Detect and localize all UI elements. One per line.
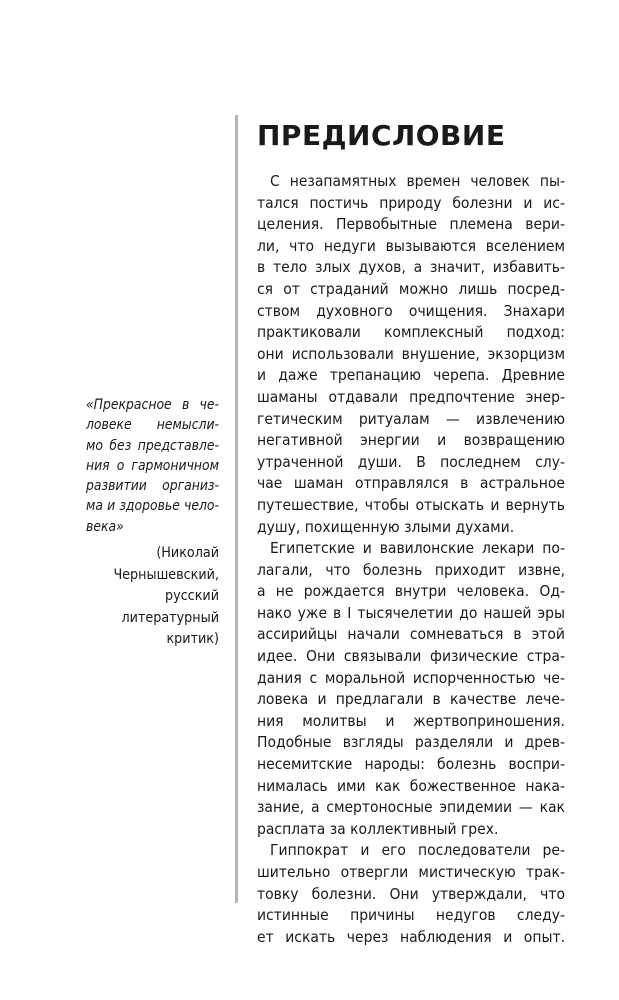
text-line: С незапамятных времен человек пы-: [270, 172, 565, 190]
epigraph-quote: [86, 395, 219, 537]
text-line: они использовали внушение, экзорцизм: [257, 344, 565, 363]
text-line: негативной энергии и возвращению: [257, 431, 565, 450]
quote-line: развитии организ-: [86, 478, 219, 495]
text-line: Подобные взгляды разделяли и древ-: [257, 733, 565, 752]
text-line: ассирийцы начали сомневаться в этой: [257, 625, 565, 644]
quote-line: века»: [86, 518, 124, 535]
text-line: и даже трепанацию черепа. Древние: [257, 366, 565, 385]
quote-line: мо без представле-: [86, 437, 219, 454]
text-line: утраченной души. В последнем слу-: [257, 452, 565, 471]
attribution-line: критик): [166, 631, 219, 648]
text-line: целения. Первобытные племена вери-: [257, 215, 565, 234]
text-line: ловека и предлагали в качестве лече-: [257, 690, 565, 709]
attribution-line: литературный: [121, 609, 219, 626]
text-line: товку болезни. Они утверждали, что: [257, 884, 565, 903]
paragraph: [257, 538, 565, 840]
text-line: зание, а смертоносные эпидемии — как: [257, 798, 565, 817]
text-line: несемитские народы: болезнь воспри-: [257, 755, 565, 774]
attribution-line: (Николай: [156, 545, 219, 562]
text-line: идее. Они связывали физические стра-: [257, 647, 565, 666]
text-line: ся от страданий можно лишь посред-: [257, 279, 565, 298]
text-line: ством духовного очищения. Знахари: [257, 301, 565, 320]
quote-line: ния о гармоничном: [86, 457, 219, 474]
text-line: чае шаман отправлялся в астральное: [257, 474, 565, 493]
quote-line: ма и здоровье чело-: [86, 498, 219, 515]
text-line: нако уже в I тысячелетии до нашей эры: [257, 603, 565, 622]
text-line: гетическим ритуалам — извлечению: [257, 409, 565, 428]
margin-rule: [235, 115, 238, 903]
quote-line: «Прекрасное в че-: [86, 397, 219, 413]
attribution-line: русский: [165, 588, 219, 605]
text-line: шаманы отдавали предпочтение энер-: [257, 387, 565, 406]
page-title: ПРЕДИСЛОВИЕ: [257, 119, 506, 152]
text-line: Египетские и вавилонские лекари по-: [270, 539, 565, 558]
text-line: душу, похищенную злыми духами.: [257, 517, 515, 536]
paragraph: [257, 840, 565, 948]
text-line: ли, что недуги вызываются вселением: [257, 236, 565, 255]
sidebar-quote: [86, 395, 219, 651]
text-line: дания с моральной испорченностью че-: [257, 668, 565, 687]
text-line: лагали, что болезнь приходит извне,: [257, 560, 565, 579]
text-line: Гиппократ и его последователи ре-: [270, 841, 565, 860]
text-line: истинные причины недугов следу-: [257, 906, 565, 925]
text-line: тался постичь природу болезни и ис-: [257, 193, 565, 212]
text-line: ет искать через наблюдения и опыт.: [257, 927, 565, 946]
quote-line: ловеке немысли-: [86, 417, 219, 434]
text-line: нималась ими как божественное нака-: [257, 776, 565, 795]
attribution-line: Чернышевский,: [113, 566, 219, 583]
text-line: а не рождается внутри человека. Од-: [257, 582, 565, 601]
text-line: расплата за коллективный грех.: [257, 819, 499, 838]
body-text: [257, 171, 565, 948]
quote-attribution: [86, 543, 219, 651]
text-line: ния молитвы и жертвоприношения.: [257, 711, 565, 730]
text-line: путешествие, чтобы отыскать и вернуть: [257, 495, 565, 514]
paragraph: [257, 171, 565, 538]
text-line: практиковали комплексный подход:: [257, 323, 565, 342]
text-line: шительно отвергли мистическую трак-: [257, 863, 565, 881]
text-line: в тело злых духов, а значит, избавить-: [257, 258, 565, 277]
